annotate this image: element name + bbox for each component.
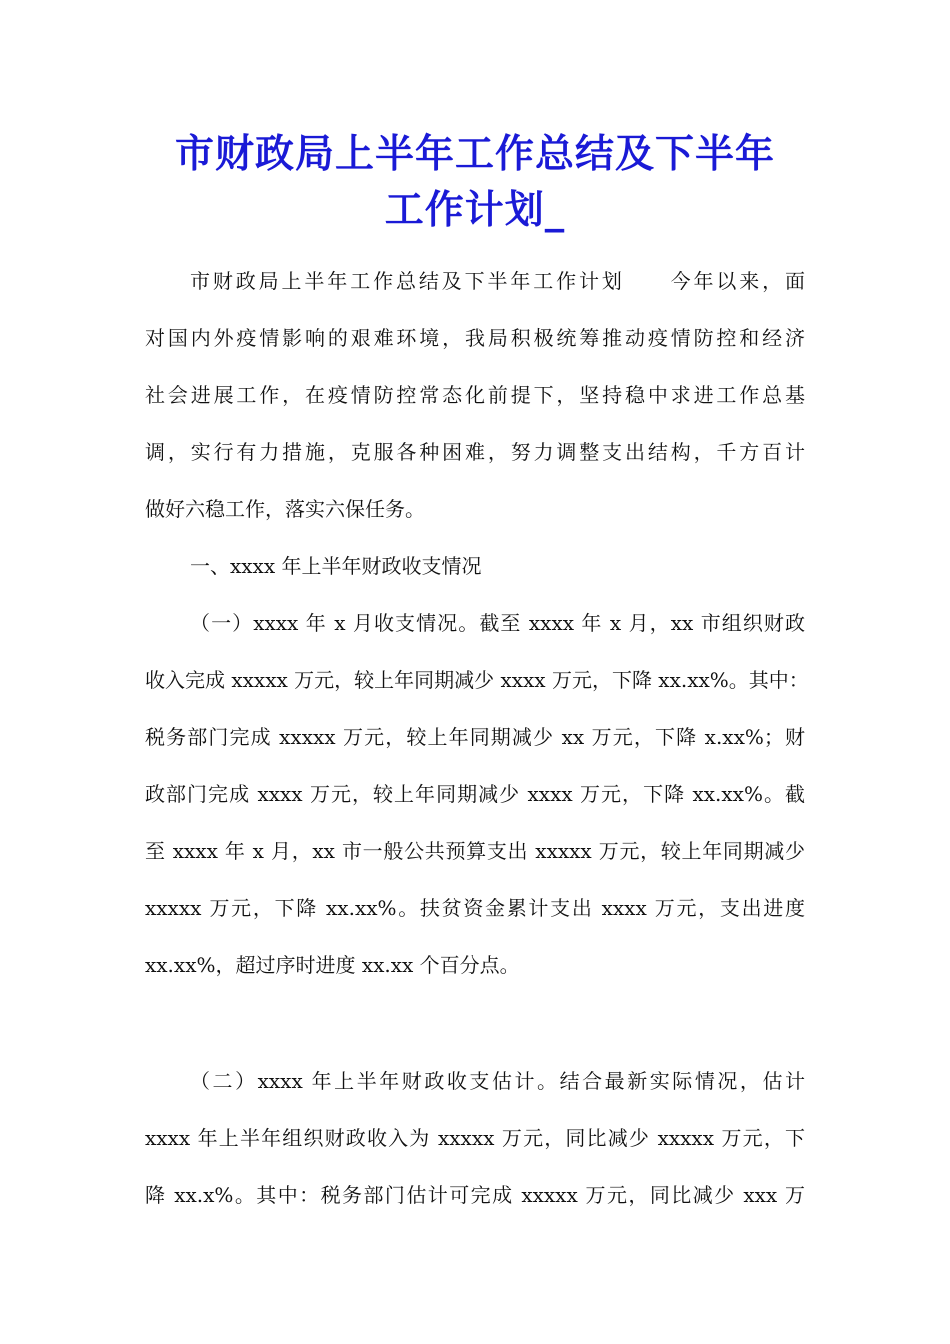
body-text-line: xxxx 年上半年组织财政收入为 xxxxx 万元，同比减少 xxxxx 万元，下: [145, 1126, 805, 1150]
body-text-line: 政部门完成 xxxx 万元，较上年同期减少 xxxx 万元，下降 xx.xx%。截: [145, 782, 805, 806]
body-text-line: 对国内外疫情影响的艰难环境，我局积极统筹推动疫情防控和经济: [145, 326, 805, 350]
section-heading: 一、xxxx 年上半年财政收支情况: [190, 554, 482, 578]
document-title-line-2: 工作计划_: [384, 187, 566, 233]
body-text-line: xx.xx%，超过序时进度 xx.xx 个百分点。: [145, 953, 520, 977]
body-text-line: 收入完成 xxxxx 万元，较上年同期减少 xxxx 万元，下降 xx.xx%。其中：: [145, 668, 809, 692]
body-text-line: （一）xxxx 年 x 月收支情况。截至 xxxx 年 x 月，xx 市组织财政: [190, 611, 805, 635]
body-text-line: 调，实行有力措施，克服各种困难，努力调整支出结构，千方百计: [145, 440, 805, 464]
body-text-line: （二）xxxx 年上半年财政收支估计。结合最新实际情况，估计: [190, 1069, 805, 1093]
body-text-line: xxxxx 万元，下降 xx.xx%。扶贫资金累计支出 xxxx 万元，支出进度: [145, 896, 805, 920]
body-text-line: 至 xxxx 年 x 月，xx 市一般公共预算支出 xxxxx 万元，较上年同期减少: [145, 839, 805, 863]
body-text-line: 税务部门完成 xxxxx 万元，较上年同期减少 xx 万元，下降 x.xx%；财: [145, 725, 805, 749]
body-text-line: 社会进展工作，在疫情防控常态化前提下，坚持稳中求进工作总基: [145, 383, 805, 407]
body-text-line: 市财政局上半年工作总结及下半年工作计划 今年以来，面: [190, 269, 805, 293]
body-text-line: 降 xx.x%。其中：税务部门估计可完成 xxxxx 万元，同比减少 xxx 万: [145, 1183, 805, 1207]
body-text-line: 做好六稳工作，落实六保任务。: [145, 497, 425, 521]
document-title-line-1: 市财政局上半年工作总结及下半年: [174, 131, 775, 177]
